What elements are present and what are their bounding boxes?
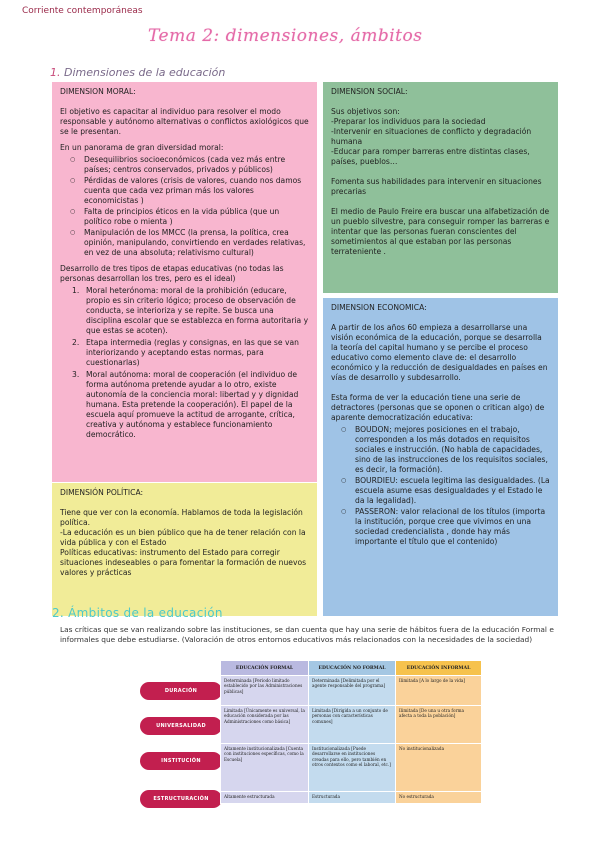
stage-number: 3. [72, 370, 80, 380]
social-line: -Intervenir en situaciones de conflicto y degradación humana [331, 127, 532, 147]
table-cell: Altamente estructurada [221, 792, 309, 804]
list-item: ○ PASSERON: valor relacional de los títulos (importa la institución, porque cree que vivimos en una sociedad credencialista , donde hay más importante el título que el contenido) [355, 507, 550, 547]
section2-heading: 2. Ámbitos de la educación [52, 606, 223, 620]
social-skills: Fomenta sus habilidades para intervenir en situaciones precarias [331, 177, 542, 197]
stage-text: Moral autónoma: moral de cooperación (el individuo de forma autónoma pretende ayudar a lo otro, existe autonomía de la conciencia moral: libertad y y dignidad humana. Esta pretende la cooperación). El papel de la escuela aquí promueve la actitud de arrogante, crítica, creativa y autónoma y establece funcionamiento democrático. [86, 370, 299, 440]
page-title: Tema 2: dimensiones, ámbitos [148, 26, 423, 46]
table-cell: Institucionalizada [Puede desarrollarse en instituciones creadas para ello, pero también en otros contextos como el laboral, etc.] [309, 744, 396, 792]
table-row [221, 676, 482, 706]
table-row [221, 744, 482, 792]
moral-bullets [60, 155, 309, 258]
section1-number: 1. [50, 66, 61, 79]
moral-stages-intro: Desarrollo de tres tipos de etapas educativas (no todas las personas desarrollan los tres, pero es el ideal) [60, 264, 284, 284]
row-label-universalidad: UNIVERSALIDAD [140, 717, 222, 735]
list-item: ○ Falta de principios éticos en la vida pública (que un político robe o mienta ) [84, 207, 309, 227]
table-cell: Estructurada [309, 792, 396, 804]
economic-dimension-box [323, 298, 558, 616]
moral-objective: El objetivo es capacitar al individuo para resolver el modo responsable y autónomo alternativas o conflictos axiológicos que se le presentan. [60, 107, 309, 137]
stage-number: 2. [72, 338, 80, 348]
list-item: ○ BOURDIEU: escuela legitima las desigualdades. (La escuela asume esas desigualdades y el Estado le da la legalidad). [355, 476, 550, 506]
table-cell: Limitada [Dirigida a un conjunto de personas con características comunes] [309, 706, 396, 744]
list-item: ○ Manipulación de los MMCC (la prensa, la política, crea opinión, manipulando, convirtiendo en verdades relativas, en vez de una absoluta; relativismo cultural) [84, 228, 309, 258]
row-label-institucion: INSTITUCIÓN [140, 752, 222, 770]
table-cell: No institucionalizada [396, 744, 482, 792]
section2-description: Las críticas que se van realizando sobre las instituciones, se dan cuenta que hay una serie de hábitos fuera de la educación Formal e informales que debe estudiarse. (Valoración de otros entornos educativos más relacionados con la necesidades de la sociedad) [60, 625, 554, 644]
row-label-duracion: DURACIÓN [140, 682, 222, 700]
row-label-estructuracion: ESTRUCTURACIÓN [140, 790, 222, 808]
table-row [221, 706, 482, 744]
section1-title: Dimensiones de la educación [64, 66, 226, 79]
political-dimension-box [52, 483, 317, 616]
table-header-row [221, 661, 482, 676]
table-cell: Determinada [Delimitada por el agente responsable del programa] [309, 676, 396, 706]
table-row [221, 792, 482, 804]
moral-context: En un panorama de gran diversidad moral: [60, 143, 224, 153]
moral-stages [60, 286, 309, 440]
economic-intro: A partir de los años 60 empieza a desarrollarse una visión económica de la educación, porque se desarrolla la teoría del capital humano y se percibe el proceso educativo como elemento clave de: el desarrollo económico y la reducción de desigualdades en países en vías de desarrollo y subdesarrollo. [331, 323, 548, 383]
table-cell: Altamente institucionalizada [Cuenta con instituciones específicas, como la Escuela] [221, 744, 309, 792]
table-cell: Ilimitada [A lo largo de la vida] [396, 676, 482, 706]
education-scopes-table [220, 660, 482, 804]
table-cell: Ilimitada [De una u otra forma afecta a toda la población] [396, 706, 482, 744]
moral-title: DIMENSION MORAL: [60, 87, 136, 96]
table-cell: Determinada [Periodo limitado establecido por las Administraciones públicas] [221, 676, 309, 706]
social-title: DIMENSION SOCIAL: [331, 87, 408, 96]
social-dimension-box [323, 82, 558, 293]
header-formal: EDUCACIÓN FORMAL [221, 661, 309, 676]
social-objectives-label: Sus objetivos son: [331, 107, 400, 117]
political-title: DIMENSIÓN POLÍTICA: [60, 488, 144, 497]
social-line: -Educar para romper barreras entre distintas clases, países, pueblos… [331, 147, 530, 167]
list-item [74, 370, 309, 440]
stage-text: Moral heterónoma: moral de la prohibición (educare, propio es sin criterio lógico; proceso de observación de conducta, se interioriza y se repite. Se busca una disciplina escolar que se establezca en forma autoritaria y que estas se acoten). [86, 286, 309, 336]
list-item: ○ Pérdidas de valores (crisis de valores, cuando nos damos cuenta que cada vez priman más los valores economicistas ) [84, 176, 309, 206]
economic-title: DIMENSION ECONOMICA: [331, 303, 427, 312]
table-cell: Limitada [Únicamente es universal, la educación considerada por las Administraciones como básica] [221, 706, 309, 744]
header-non-formal: EDUCACIÓN NO FORMAL [309, 661, 396, 676]
list-item [74, 286, 309, 336]
political-p3: Políticas educativas: instrumento del Estado para corregir situaciones indeseables o para fomentar la formación de nuevos valores y prácticas [60, 548, 307, 578]
moral-dimension-box [52, 82, 317, 482]
list-item: ○ Desequilibrios socioeconómicos (cada vez más entre países; centros conservados, privados y públicos) [84, 155, 309, 175]
social-line: -Preparar los individuos para la sociedad [331, 117, 486, 127]
section1-heading [50, 66, 225, 79]
list-item: ○ BOUDON; mejores posiciones en el trabajo, corresponden a los más dotados en requisitos sociales e instrucción. (No habla de capacidades, sino de las instrucciones de los requisitos sociales, es decir, la formación). [355, 425, 550, 475]
course-subject: Corriente contemporáneas [22, 6, 143, 16]
stage-number: 1. [72, 286, 80, 296]
header-informal: EDUCACIÓN INFORMAL [396, 661, 482, 676]
table-cell: No estructurada [396, 792, 482, 804]
economic-bullets [331, 425, 550, 547]
stage-text: Etapa intermedia (reglas y consignas, en las que se van interiorizando y aceptando estas normas, para cuestionarlas) [86, 338, 299, 368]
economic-critics: Esta forma de ver la educación tiene una serie de detractores (personas que se oponen o critican algo) de aparente democratización educativa: [331, 393, 545, 423]
political-p1: Tiene que ver con la economía. Hablamos de toda la legislación política. [60, 508, 303, 528]
political-p2: -La educación es un bien público que ha de tener relación con la vida pública y con el Estado [60, 528, 306, 548]
social-freire: El medio de Paulo Freire era buscar una alfabetización de un pueblo silvestre, para conseguir romper las barreras e intentar que las personas fueran conscientes del sometimientos al que estaban por las personas terrateniente . [331, 207, 550, 257]
list-item [74, 338, 309, 368]
